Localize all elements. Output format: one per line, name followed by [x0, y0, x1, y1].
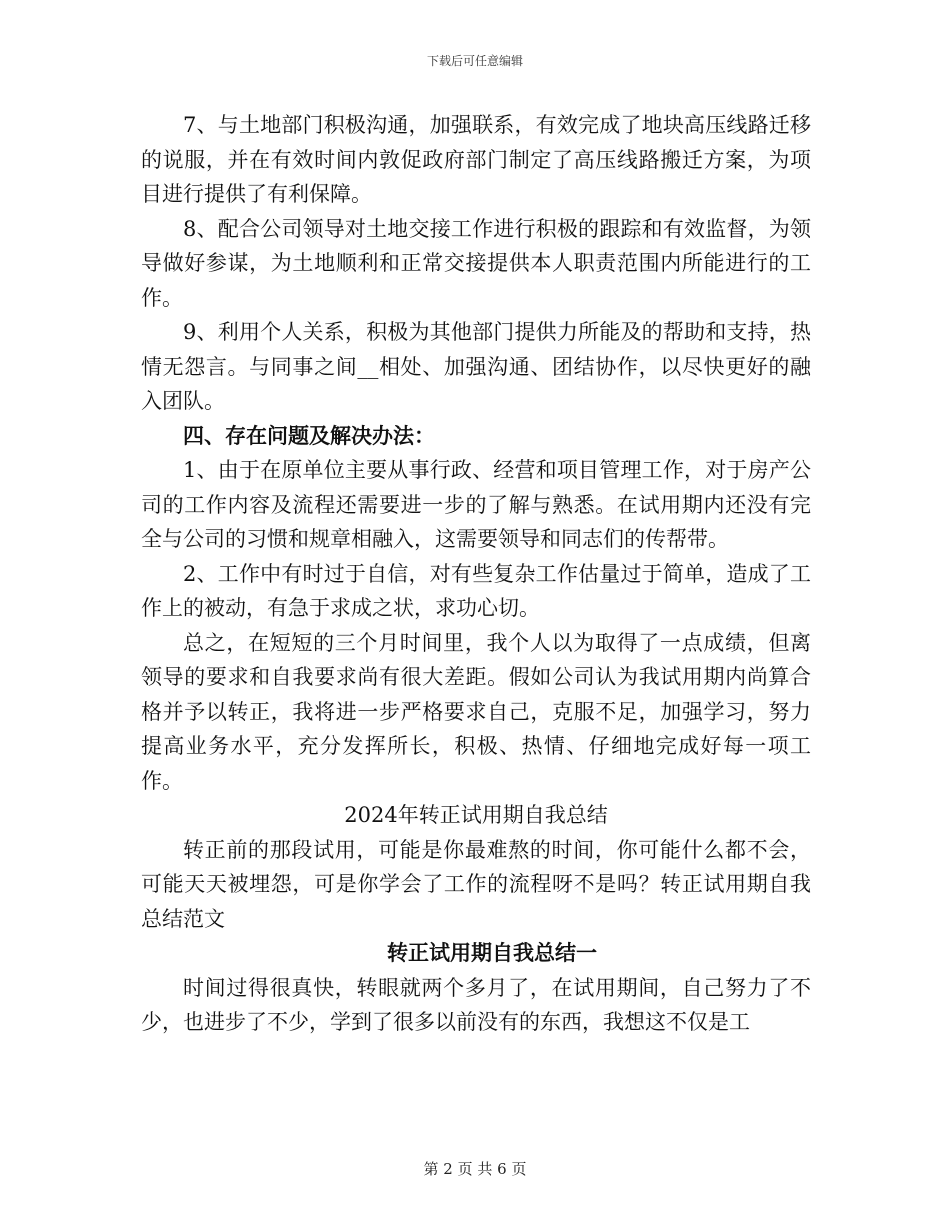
paragraph-item-8: 8、配合公司领导对土地交接工作进行积极的跟踪和有效监督，为领导做好参谋，为土地顺利和正常交接提供本人职责范围内所能进行的工作。	[141, 216, 811, 310]
paragraph-issue-1: 1、由于在原单位主要从事行政、经营和项目管理工作，对于房产公司的工作内容及流程还需要进一步的了解与熟悉。在试用期内还没有完全与公司的习惯和规章相融入，这需要领导和同志们的传帮带。	[141, 458, 811, 551]
paragraph-item-9: 9、利用个人关系，积极为其他部门提供力所能及的帮助和支持，热情无怨言。与同事之间__相处、加强沟通、团结协作，以尽快更好的融入团队。	[141, 320, 811, 413]
paragraph-summary: 总之，在短短的三个月时间里，我个人以为取得了一点成绩，但离领导的要求和自我要求尚有很大差距。假如公司认为我试用期内尚算合格并予以转正，我将进一步严格要求自己，克服不足，加强学习，努力提高业务水平，充分发挥所长，积极、热情、仔细地完成好每一项工作。	[141, 630, 811, 793]
document-subtitle: 转正试用期自我总结一	[387, 940, 597, 965]
section-heading-problems: 四、存在问题及解决办法：	[183, 422, 435, 448]
paragraph-intro: 转正前的那段试用，可能是你最难熬的时间，你可能什么都不会，可能天天被埋怨，可是你学会了工作的流程呀不是吗？转正试用期自我总结范文	[141, 837, 811, 931]
paragraph-item-7: 7、与土地部门积极沟通，加强联系，有效完成了地块高压线路迁移的说服，并在有效时间内敦促政府部门制定了高压线路搬迁方案，为项目进行提供了有利保障。	[141, 113, 811, 206]
paragraph-last: 时间过得很真快，转眼就两个多月了，在试用期间，自己努力了不少，也进步了不少，学到了很多以前没有的东西，我想这不仅是工	[141, 975, 811, 1034]
paragraph-issue-2: 2、工作中有时过于自信，对有些复杂工作估量过于简单，造成了工作上的被动，有急于求成之状，求功心切。	[141, 561, 811, 620]
document-title: 2024年转正试用期自我总结	[344, 803, 608, 827]
document-body	[141, 108, 811, 1040]
page-header: 下载后可任意编辑	[426, 54, 523, 68]
page-footer: 第 2 页 共 6 页	[423, 1160, 527, 1178]
